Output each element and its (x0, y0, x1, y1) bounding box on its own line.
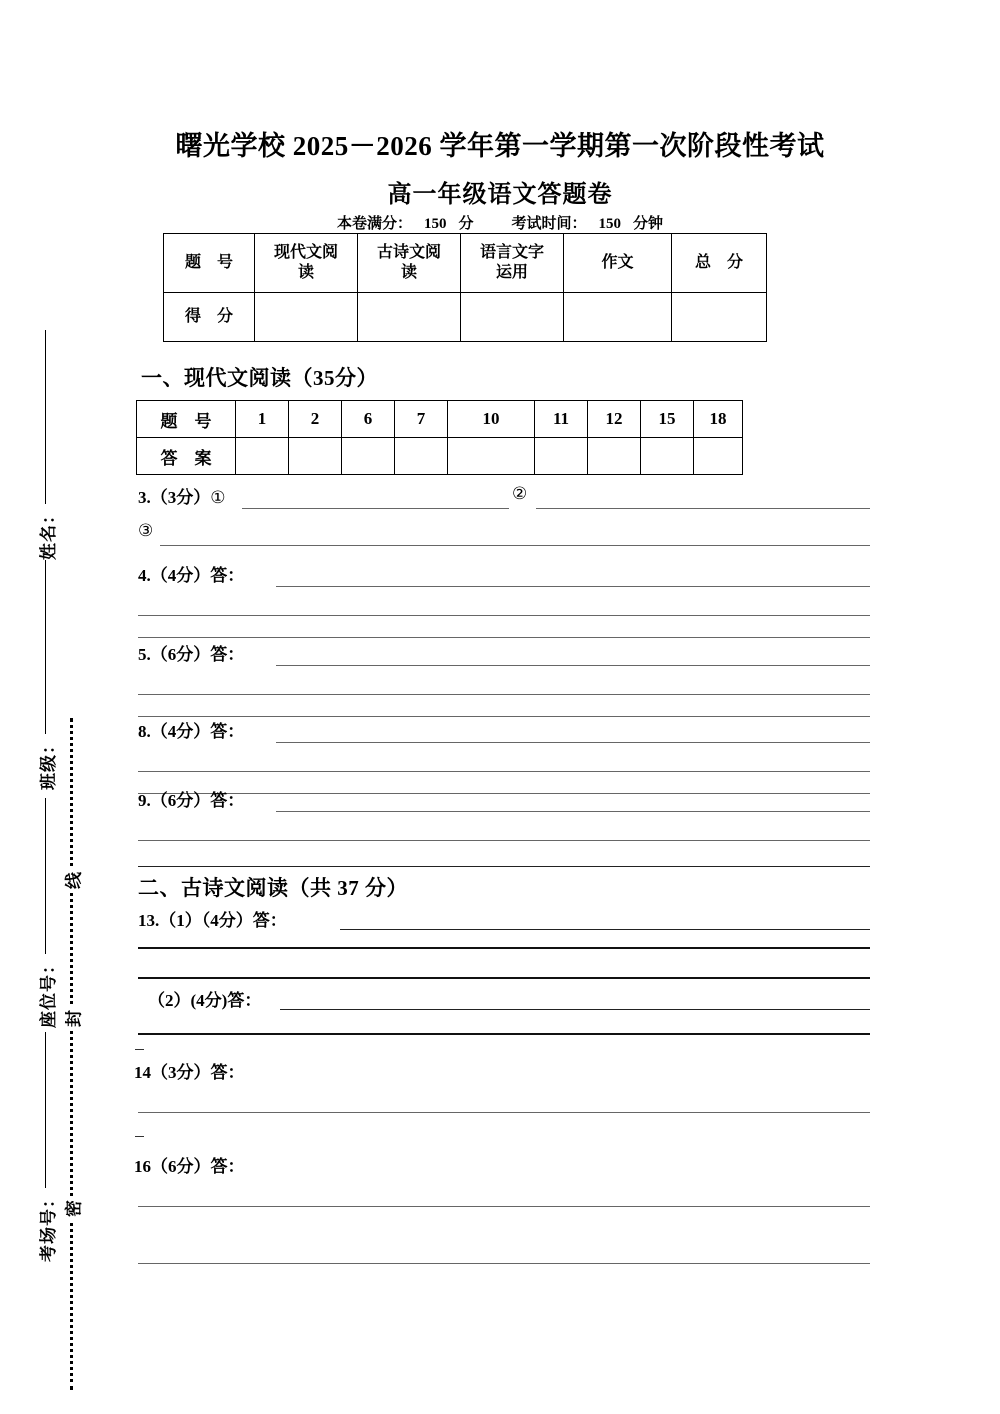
seal-char-line: 线 (60, 869, 85, 893)
question-8-label (138, 717, 244, 742)
seal-char-confidential: 密 (60, 1197, 85, 1221)
score-col-line-1: 语言文字 (479, 244, 544, 262)
score-col-line-2: 读 (297, 264, 314, 281)
question-14-line-1[interactable] (138, 1112, 870, 1113)
question-9-number: 9. (138, 791, 151, 810)
question-16-number: 16 (134, 1157, 151, 1176)
question-3-line-3[interactable] (160, 545, 870, 546)
answer-grid-qnum-6: 6 (342, 401, 395, 438)
question-9-line-1[interactable] (276, 811, 870, 812)
question-13-answer-word: 答： (252, 911, 287, 930)
answer-grid-question-label (137, 401, 236, 438)
duration-label: 考试时间： (511, 216, 587, 232)
table-row (164, 293, 767, 342)
answer-grid-qnum-18: 18 (694, 401, 743, 438)
answer-cell-15[interactable] (641, 438, 694, 475)
question-9-marks: （6分） (150, 791, 211, 810)
question-16-marks: （6分） (151, 1157, 211, 1176)
question-13-1-label (138, 906, 287, 931)
answer-grid-label-text: 答 案 (160, 448, 212, 468)
answer-grid-qnum-7: 7 (395, 401, 448, 438)
question-14-label (134, 1058, 245, 1083)
question-5-number: 5. (138, 645, 151, 664)
question-4-label (138, 561, 244, 586)
question-9-line-2[interactable] (138, 840, 870, 841)
page-subtitle: 高一年级语文答题卷 (387, 182, 613, 208)
question-14-answer-word: 答： (210, 1063, 245, 1082)
section-heading-two: 二、古诗文阅读（共 37 分） (138, 876, 408, 900)
objective-answer-grid (136, 400, 743, 475)
answer-cell-6[interactable] (342, 438, 395, 475)
question-3-number: 3. (138, 488, 151, 507)
question-5-marks: （6分） (150, 645, 211, 664)
margin-field-name (34, 330, 59, 560)
score-col-line-1: 古诗文阅 (376, 244, 441, 262)
question-8-number: 8. (138, 722, 151, 741)
margin-field-seat-number (34, 798, 59, 1028)
question-14-tick-mark (135, 1049, 144, 1050)
question-4-marks: （4分） (150, 566, 211, 585)
score-col-line-1: 现代文阅 (273, 244, 338, 262)
seal-char-seal: 封 (60, 1007, 85, 1031)
question-4-number: 4. (138, 566, 151, 585)
answer-grid-qnum-12: 12 (588, 401, 641, 438)
margin-field-name-label: 姓名： (39, 506, 58, 560)
question-13-1-line-1[interactable] (340, 929, 870, 930)
question-13-2-sub: （2） (148, 991, 191, 1010)
score-label-text: 得 分 (184, 308, 233, 326)
score-col-line-1: 作文 (601, 254, 634, 272)
seal-dotted-line (70, 718, 76, 1390)
question-3-line-1[interactable] (242, 508, 509, 509)
question-14-marks: （3分） (151, 1063, 211, 1082)
question-4-line-2[interactable] (138, 615, 870, 616)
answer-cell-12[interactable] (588, 438, 641, 475)
answer-grid-label-text: 题 号 (160, 411, 212, 431)
question-3-marks: （3分） (150, 488, 211, 507)
answer-grid-qnum-15: 15 (641, 401, 694, 438)
full-marks-label: 本卷满分： (336, 216, 412, 232)
question-13-2-line-1[interactable] (280, 1009, 870, 1010)
score-table-col-total (672, 234, 767, 293)
question-13-1-line-3[interactable] (138, 977, 870, 979)
question-3-label (138, 483, 226, 508)
score-table-header-cell (164, 234, 255, 293)
answer-grid-qnum-2: 2 (289, 401, 342, 438)
score-table-col-modern-reading (255, 234, 358, 293)
answer-grid-qnum-11: 11 (535, 401, 588, 438)
question-8-line-2[interactable] (138, 771, 870, 772)
margin-field-seat-number-rule[interactable] (44, 798, 46, 954)
question-3-marker-3: ③ (138, 521, 154, 540)
margin-field-name-rule[interactable] (44, 330, 46, 504)
score-col-line-1: 总 分 (694, 254, 743, 272)
question-13-marks: （4分） (201, 911, 253, 930)
section-heading-one: 一、现代文阅读（35分） (141, 366, 378, 390)
question-9-line-3[interactable] (138, 866, 870, 867)
question-13-1-line-2[interactable] (138, 947, 870, 949)
score-cell-total[interactable] (672, 293, 767, 342)
question-4-answer-word: 答： (210, 566, 245, 585)
question-8-line-3[interactable] (138, 793, 870, 794)
full-marks-value: 150 (423, 216, 447, 232)
question-3-marker-1: ① (210, 488, 226, 507)
question-8-marks: （4分） (150, 722, 211, 741)
answer-grid-answer-label (137, 438, 236, 475)
exam-meta (0, 212, 1000, 233)
margin-field-class (34, 560, 59, 790)
question-5-line-3[interactable] (138, 716, 870, 717)
duration-unit: 分钟 (633, 216, 664, 232)
question-8-line-1[interactable] (276, 742, 870, 743)
question-5-label (138, 640, 244, 665)
answer-cell-10[interactable] (448, 438, 535, 475)
table-row (137, 401, 743, 438)
question-4-line-3[interactable] (138, 637, 870, 638)
answer-grid-qnum-1: 1 (236, 401, 289, 438)
question-13-2-marks: (4分) (190, 991, 228, 1010)
question-13-sub: （1） (159, 911, 202, 930)
question-13-2-label (148, 986, 261, 1011)
page-title: 曙光学校 2025－2026 学年第一学期第一次阶段性考试 (175, 131, 825, 161)
question-5-line-2[interactable] (138, 694, 870, 695)
score-table-col-classical-reading (358, 234, 461, 293)
score-table-col-composition (564, 234, 672, 293)
question-5-answer-word: 答： (210, 645, 245, 664)
question-9-answer-word: 答： (210, 791, 245, 810)
question-13-2-answer-word: 答： (227, 991, 262, 1010)
question-16-label (134, 1152, 245, 1177)
answer-cell-11[interactable] (535, 438, 588, 475)
question-13-number: 13. (138, 911, 160, 930)
answer-cell-1[interactable] (236, 438, 289, 475)
table-row (137, 438, 743, 475)
answer-grid-qnum-10: 10 (448, 401, 535, 438)
question-9-label (138, 786, 244, 811)
answer-cell-2[interactable] (289, 438, 342, 475)
duration-value: 150 (598, 216, 622, 232)
margin-field-exam-room-number (34, 1032, 59, 1262)
question-4-line-1[interactable] (276, 586, 870, 587)
score-cell-classical-reading[interactable] (358, 293, 461, 342)
margin-field-exam-room-number-rule[interactable] (44, 1032, 46, 1188)
score-cell-modern-reading[interactable] (255, 293, 358, 342)
score-col-line-2: 读 (400, 264, 417, 281)
full-marks-unit: 分 (458, 216, 474, 232)
score-cell-language-usage[interactable] (461, 293, 564, 342)
question-16-tick-mark (135, 1136, 144, 1137)
question-3-line-2[interactable] (536, 508, 870, 509)
question-14-number: 14 (134, 1063, 151, 1082)
margin-field-class-label: 班级： (39, 736, 58, 790)
score-table-col-language-usage (461, 234, 564, 293)
margin-field-seat-number-label: 座位号： (39, 956, 58, 1028)
question-8-answer-word: 答： (210, 722, 245, 741)
score-table-score-label (164, 293, 255, 342)
margin-field-class-rule[interactable] (44, 560, 46, 734)
answer-cell-7[interactable] (395, 438, 448, 475)
question-16-line-1[interactable] (138, 1206, 870, 1207)
score-col-line-2: 运用 (495, 264, 528, 281)
score-summary-table (163, 233, 767, 342)
question-13-2-line-2[interactable] (138, 1033, 870, 1035)
score-cell-composition[interactable] (564, 293, 672, 342)
answer-cell-18[interactable] (694, 438, 743, 475)
question-3-marker-2: ② (512, 484, 528, 503)
question-16-answer-word: 答： (210, 1157, 245, 1176)
question-16-line-2[interactable] (138, 1263, 870, 1264)
question-5-line-1[interactable] (276, 665, 870, 666)
table-row (164, 234, 767, 293)
margin-field-exam-room-number-label: 考场号： (39, 1190, 58, 1262)
score-table-header-label: 题 号 (184, 254, 233, 272)
